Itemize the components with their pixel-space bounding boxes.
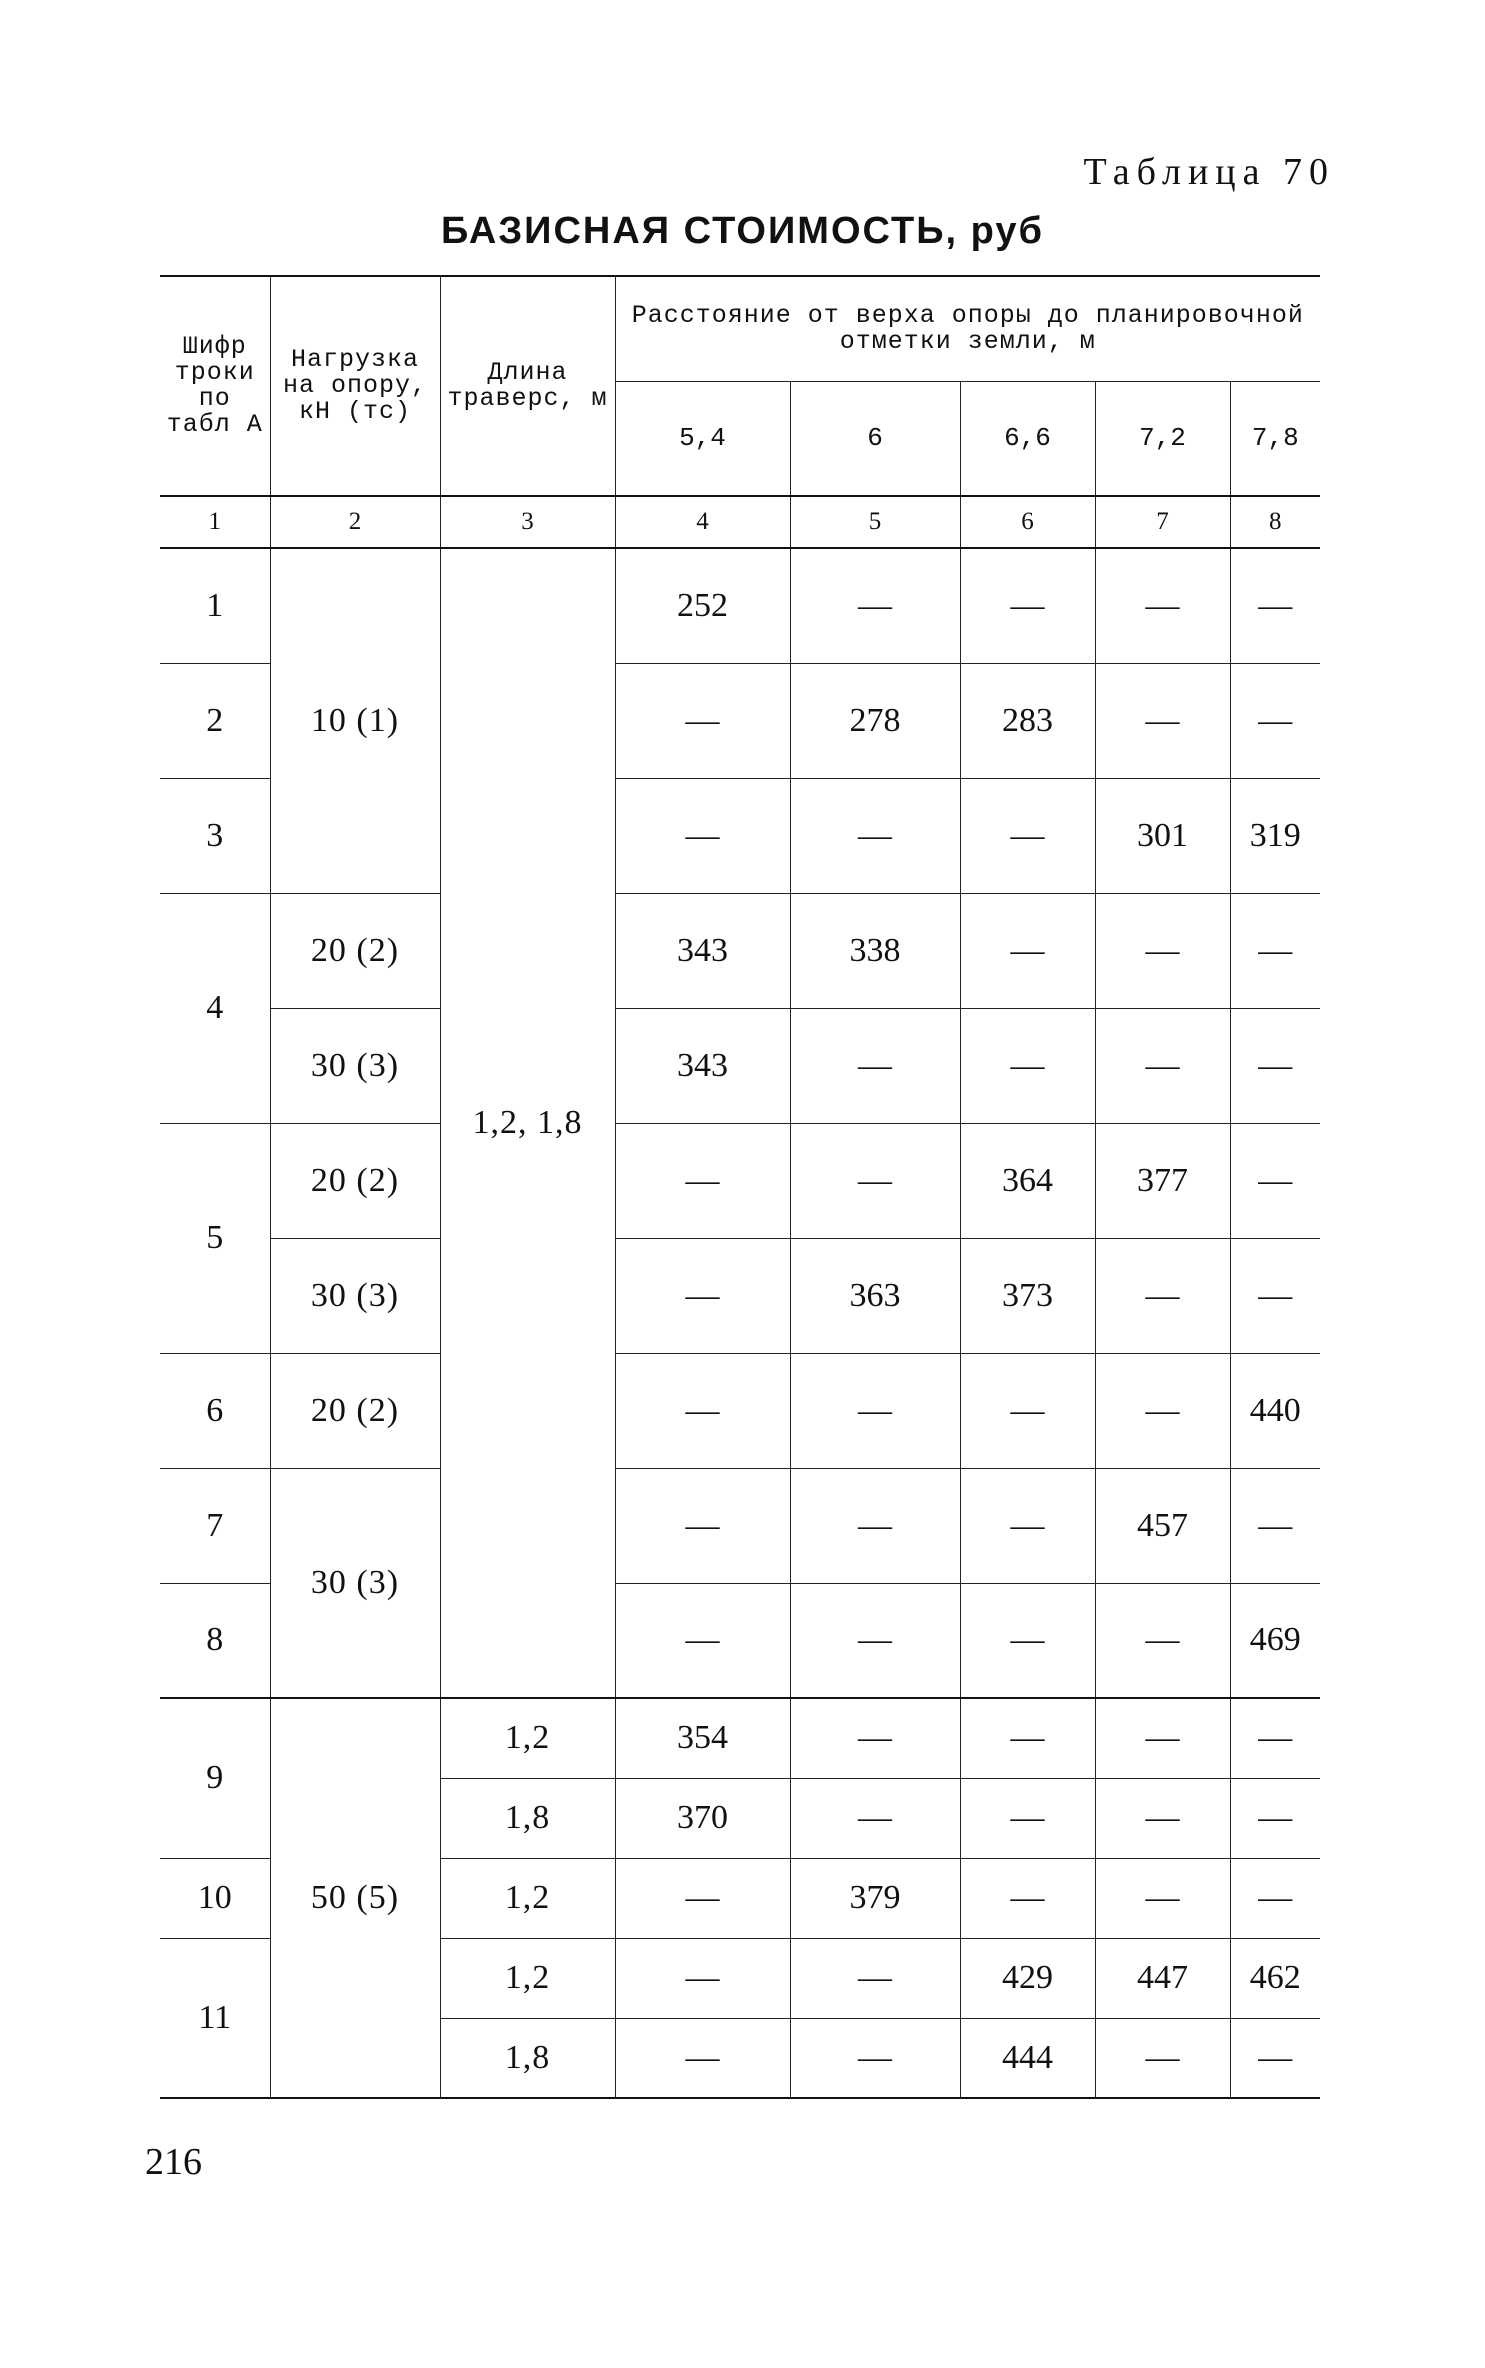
row-load: 20 (2) [270,893,440,1008]
table-cell: 379 [790,1858,960,1938]
table-cell: — [790,1583,960,1698]
table-cell: 278 [790,663,960,778]
column-number: 2 [270,496,440,548]
row-traverse: 1,8 [440,1778,615,1858]
row-code: 2 [160,663,270,778]
table-cell: — [1095,893,1230,1008]
table-cell: 301 [1095,778,1230,893]
row-code: 3 [160,778,270,893]
table-cell: — [960,1468,1095,1583]
table-cell: — [615,1858,790,1938]
cost-table [160,275,1320,2099]
column-number: 4 [615,496,790,548]
table-cell: — [615,1468,790,1583]
header-distance: 7,8 [1230,381,1320,496]
table-cell: — [1230,548,1320,663]
table-cell: — [1230,1698,1320,1778]
table-cell: 354 [615,1698,790,1778]
table-cell: — [615,1238,790,1353]
header-code: Шифр троки по табл А [160,276,270,496]
row-traverse: 1,2, 1,8 [440,548,615,1698]
table-cell: 338 [790,893,960,1008]
row-code: 8 [160,1583,270,1698]
table-cell: — [960,893,1095,1008]
table-cell: 457 [1095,1468,1230,1583]
table-cell: 373 [960,1238,1095,1353]
table-cell: — [1095,548,1230,663]
table-row [160,1468,1320,1583]
table-cell: — [960,1778,1095,1858]
table-cell: — [1095,1698,1230,1778]
row-code: 6 [160,1353,270,1468]
row-load: 20 (2) [270,1353,440,1468]
table-cell: — [1095,1583,1230,1698]
table-cell: — [790,1468,960,1583]
column-number: 5 [790,496,960,548]
row-code: 9 [160,1698,270,1858]
table-cell: 469 [1230,1583,1320,1698]
table-cell: — [615,663,790,778]
table-cell: 343 [615,1008,790,1123]
table-cell: — [1230,1123,1320,1238]
table-cell: — [1095,663,1230,778]
row-load: 50 (5) [270,1698,440,2098]
table-cell: 364 [960,1123,1095,1238]
row-load: 10 (1) [270,548,440,893]
column-number: 1 [160,496,270,548]
row-traverse: 1,2 [440,1938,615,2018]
table-row [160,1123,1320,1238]
row-code: 5 [160,1123,270,1353]
table-cell: 447 [1095,1938,1230,2018]
row-traverse: 1,2 [440,1858,615,1938]
table-cell: — [1095,1238,1230,1353]
table-cell: 252 [615,548,790,663]
table-cell: — [960,1008,1095,1123]
table-cell: — [615,1123,790,1238]
column-number: 3 [440,496,615,548]
table-cell: — [790,1698,960,1778]
row-code: 4 [160,893,270,1123]
table-cell: 370 [615,1778,790,1858]
table-cell: — [960,1858,1095,1938]
table-number: Таблица 70 [1083,151,1335,193]
table-cell: — [1230,1008,1320,1123]
table-cell: — [615,1583,790,1698]
table-row [160,1353,1320,1468]
row-code: 7 [160,1468,270,1583]
table-cell: — [790,1778,960,1858]
table-cell: — [790,548,960,663]
column-number: 8 [1230,496,1320,548]
table-cell: — [960,778,1095,893]
table-row [160,1238,1320,1353]
row-code: 10 [160,1858,270,1938]
table-cell: 363 [790,1238,960,1353]
table-cell: — [1230,1858,1320,1938]
table-cell: — [1095,1778,1230,1858]
table-cell: — [1230,893,1320,1008]
column-number: 6 [960,496,1095,548]
row-code: 1 [160,548,270,663]
table-row [160,893,1320,1008]
table-cell: 343 [615,893,790,1008]
table-cell: — [960,548,1095,663]
table-cell: — [615,778,790,893]
row-load: 30 (3) [270,1468,440,1698]
row-load: 20 (2) [270,1123,440,1238]
header-distance: 7,2 [1095,381,1230,496]
table-cell: — [1095,1008,1230,1123]
table-cell: — [960,1583,1095,1698]
table-cell: 440 [1230,1353,1320,1468]
table-cell: — [615,1938,790,2018]
row-code: 11 [160,1938,270,2098]
row-traverse: 1,2 [440,1698,615,1778]
table-cell: 377 [1095,1123,1230,1238]
table-cell: — [1230,663,1320,778]
header-load: Нагрузка на опору, кН (тс) [270,276,440,496]
table-cell: — [790,1123,960,1238]
table-cell: 444 [960,2018,1095,2098]
table-cell: — [1095,1858,1230,1938]
table-cell: — [790,2018,960,2098]
table-cell: — [790,1008,960,1123]
header-distance: 5,4 [615,381,790,496]
table-cell: — [615,2018,790,2098]
table-row [160,548,1320,663]
page-number: 216 [145,2141,202,2183]
table-cell: 462 [1230,1938,1320,2018]
table-cell: — [1095,1353,1230,1468]
table-cell: 319 [1230,778,1320,893]
table-row [160,1008,1320,1123]
header-distance: 6,6 [960,381,1095,496]
table-cell: — [960,1353,1095,1468]
table-cell: — [790,1353,960,1468]
table-cell: — [790,778,960,893]
header-traverse: Длина траверс, м [440,276,615,496]
table-cell: — [790,1938,960,2018]
table-cell: 283 [960,663,1095,778]
header-distance: 6 [790,381,960,496]
table-cell: — [1230,1238,1320,1353]
table-cell: — [1230,1468,1320,1583]
table-row [160,1698,1320,1778]
row-load: 30 (3) [270,1008,440,1123]
column-number: 7 [1095,496,1230,548]
table-cell: — [1230,1778,1320,1858]
table-cell: — [615,1353,790,1468]
table-cell: — [1230,2018,1320,2098]
page-title: БАЗИСНАЯ СТОИМОСТЬ, руб [441,210,1044,252]
header-distance-group: Расстояние от верха опоры до планировочной отметки земли, м [615,276,1320,381]
table-cell: — [1095,2018,1230,2098]
table-cell: 429 [960,1938,1095,2018]
row-traverse: 1,8 [440,2018,615,2098]
table-cell: — [960,1698,1095,1778]
row-load: 30 (3) [270,1238,440,1353]
